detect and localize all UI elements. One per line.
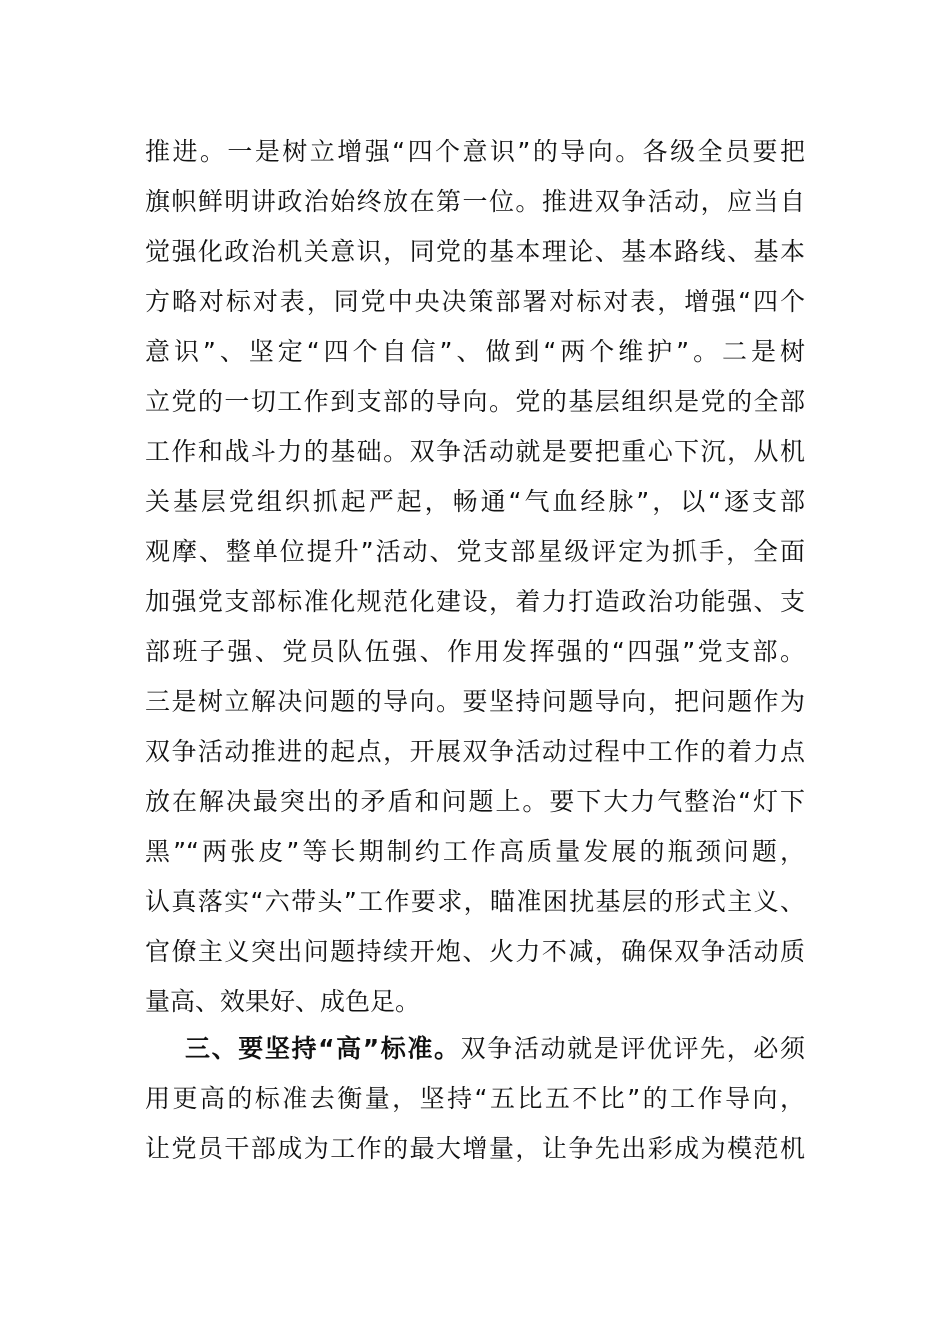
text-line: 放在解决最突出的矛盾和问题上。要下大力气整治“灯下 <box>145 787 805 816</box>
text-line: 观摩、整单位提升”活动、党支部星级评定为抓手，全面 <box>145 537 805 566</box>
text-line: 旗帜鲜明讲政治始终放在第一位。推进双争活动，应当自 <box>145 187 805 216</box>
text-line: 加强党支部标准化规范化建设，着力打造政治功能强、支 <box>145 587 805 616</box>
text-line: 方略对标对表，同党中央决策部署对标对表，增强“四个 <box>145 287 805 316</box>
paragraph-orientation <box>145 127 805 1027</box>
text-line: 意识”、坚定“四个自信”、做到“两个维护”。二是树 <box>145 337 805 366</box>
text-line: 推进。一是树立增强“四个意识”的导向。各级全员要把 <box>145 137 805 166</box>
text-line <box>145 1024 805 1074</box>
text-line: 觉强化政治机关意识，同党的基本理论、基本路线、基本 <box>145 237 805 266</box>
text-line: 让党员干部成为工作的最大增量，让争先出彩成为模范机 <box>145 1134 805 1163</box>
heading-line-rest: 双争活动就是评优评先，必须 <box>460 1034 805 1063</box>
text-line: 关基层党组织抓起严起，畅通“气血经脉”，以“逐支部 <box>145 487 805 516</box>
text-line: 认真落实“六带头”工作要求，瞄准困扰基层的形式主义、 <box>145 887 805 916</box>
text-line: 官僚主义突出问题持续开炮、火力不减，确保双争活动质 <box>145 937 805 966</box>
text-line: 双争活动推进的起点，开展双争活动过程中工作的着力点 <box>145 737 805 766</box>
text-line: 量高、效果好、成色足。 <box>145 987 421 1016</box>
text-line: 立党的一切工作到支部的导向。党的基层组织是党的全部 <box>145 387 805 416</box>
text-line: 三是树立解决问题的导向。要坚持问题导向，把问题作为 <box>145 687 805 716</box>
section-heading: 三、要坚持“高”标准。 <box>185 1034 461 1063</box>
text-line: 部班子强、党员队伍强、作用发挥强的“四强”党支部。 <box>145 637 805 666</box>
text-line: 黑”“两张皮”等长期制约工作高质量发展的瓶颈问题， <box>145 837 805 866</box>
paragraph-high-standard <box>145 1024 805 1174</box>
text-line: 用更高的标准去衡量，坚持“五比五不比”的工作导向， <box>145 1084 805 1113</box>
text-line: 工作和战斗力的基础。双争活动就是要把重心下沉，从机 <box>145 437 805 466</box>
